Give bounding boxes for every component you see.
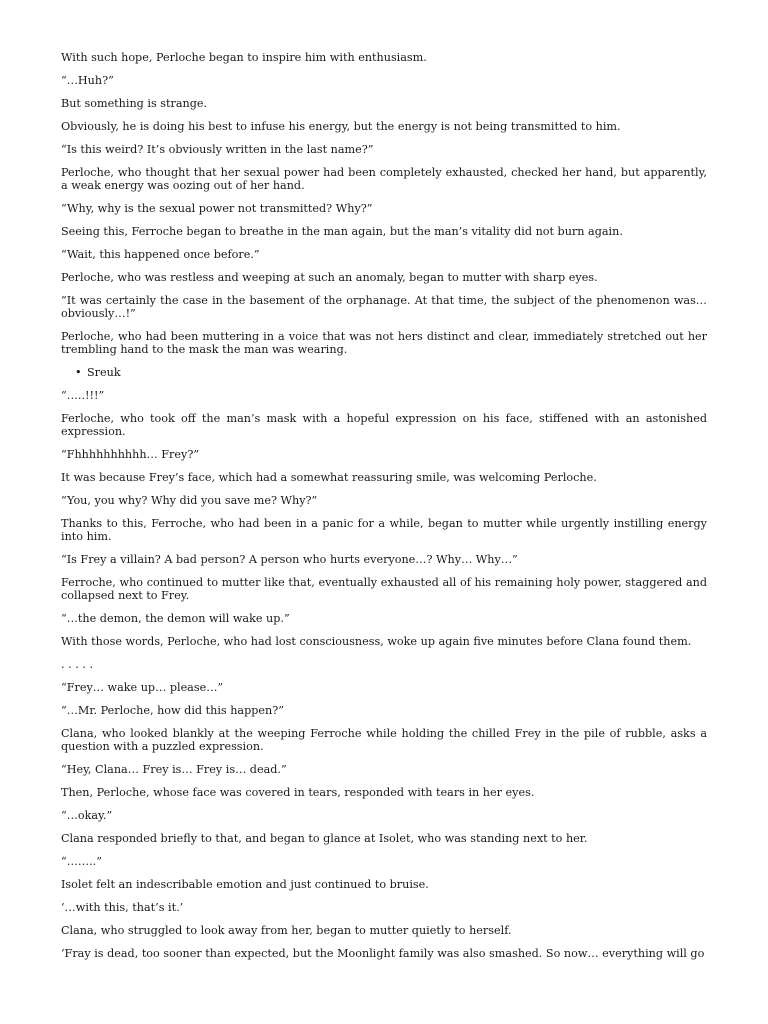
paragraph: Clana, who looked blankly at the weeping Ferroche while holding the chilled Frey in the pile of rubble, asks a question with a puzzled expression. xyxy=(61,727,707,753)
paragraph: “Why, why is the sexual power not transmitted? Why?” xyxy=(61,202,373,215)
paragraph: Perloche, who was restless and weeping at such an anomaly, began to mutter with sharp eyes. xyxy=(61,271,598,284)
paragraph: Seeing this, Ferroche began to breathe in the man again, but the man’s vitality did not burn again. xyxy=(61,225,623,238)
paragraph: “Is this weird? It’s obviously written in the last name?” xyxy=(61,143,374,156)
paragraph: “Is Frey a villain? A bad person? A person who hurts everyone…? Why… Why…” xyxy=(61,553,518,566)
paragraph: “It was certainly the case in the basement of the orphanage. At that time, the subject of the phenomenon was… obviously…!” xyxy=(61,294,707,320)
paragraph: “…Huh?” xyxy=(61,74,114,87)
paragraph: Thanks to this, Ferroche, who had been in a panic for a while, began to mutter while urgently instilling energy into him. xyxy=(61,517,707,543)
paragraphs-after xyxy=(61,389,707,960)
bullet-item: • Sreuk xyxy=(87,366,707,379)
paragraph: “Hey, Clana… Frey is… Frey is… dead.” xyxy=(61,763,287,776)
paragraph: “…the demon, the demon will wake up.” xyxy=(61,612,290,625)
paragraph: “Frey… wake up… please…” xyxy=(61,681,224,694)
paragraph: “…Mr. Perloche, how did this happen?” xyxy=(61,704,284,717)
paragraph: “You, you why? Why did you save me? Why?” xyxy=(61,494,318,507)
paragraph: Obviously, he is doing his best to infuse his energy, but the energy is not being transmitted to him. xyxy=(61,120,621,133)
paragraph: Clana, who struggled to look away from her, began to mutter quietly to herself. xyxy=(61,924,512,937)
paragraph: Ferloche, who took off the man’s mask with a hopeful expression on his face, stiffened with an astonished expression. xyxy=(61,412,707,438)
paragraph: “……..” xyxy=(61,855,102,868)
paragraph: “…..!!!” xyxy=(61,389,105,402)
paragraph: “Fhhhhhhhhhh… Frey?” xyxy=(61,448,200,461)
paragraph: Ferroche, who continued to mutter like that, eventually exhausted all of his remaining holy power, staggered and collapsed next to Frey. xyxy=(61,576,707,602)
paragraph: It was because Frey’s face, which had a somewhat reassuring smile, was welcoming Perloche. xyxy=(61,471,597,484)
paragraph: Perloche, who thought that her sexual power had been completely exhausted, checked her hand, but apparently, a weak energy was oozing out of her hand. xyxy=(61,166,707,192)
paragraph: With those words, Perloche, who had lost consciousness, woke up again five minutes before Clana found them. xyxy=(61,635,692,648)
paragraph: “…okay.” xyxy=(61,809,113,822)
paragraph: “Wait, this happened once before.” xyxy=(61,248,260,261)
paragraph: With such hope, Perloche began to inspire him with enthusiasm. xyxy=(61,51,427,64)
paragraph: Perloche, who had been muttering in a voice that was not hers distinct and clear, immediately stretched out her trembling hand to the mask the man was wearing. xyxy=(61,330,707,356)
scene-break: . . . . . xyxy=(61,658,94,671)
paragraph: Then, Perloche, whose face was covered in tears, responded with tears in her eyes. xyxy=(61,786,535,799)
paragraph: Clana responded briefly to that, and began to glance at Isolet, who was standing next to her. xyxy=(61,832,588,845)
bullet-list xyxy=(61,366,707,379)
paragraph: Isolet felt an indescribable emotion and just continued to bruise. xyxy=(61,878,429,891)
paragraph-truncated: ‘Fray is dead, too sooner than expected, but the Moonlight family was also smashed. So now… everything will go xyxy=(61,947,705,960)
document-page xyxy=(61,51,707,970)
paragraph: But something is strange. xyxy=(61,97,208,110)
paragraphs-before xyxy=(61,51,707,356)
paragraph: ‘…with this, that’s it.’ xyxy=(61,901,184,914)
